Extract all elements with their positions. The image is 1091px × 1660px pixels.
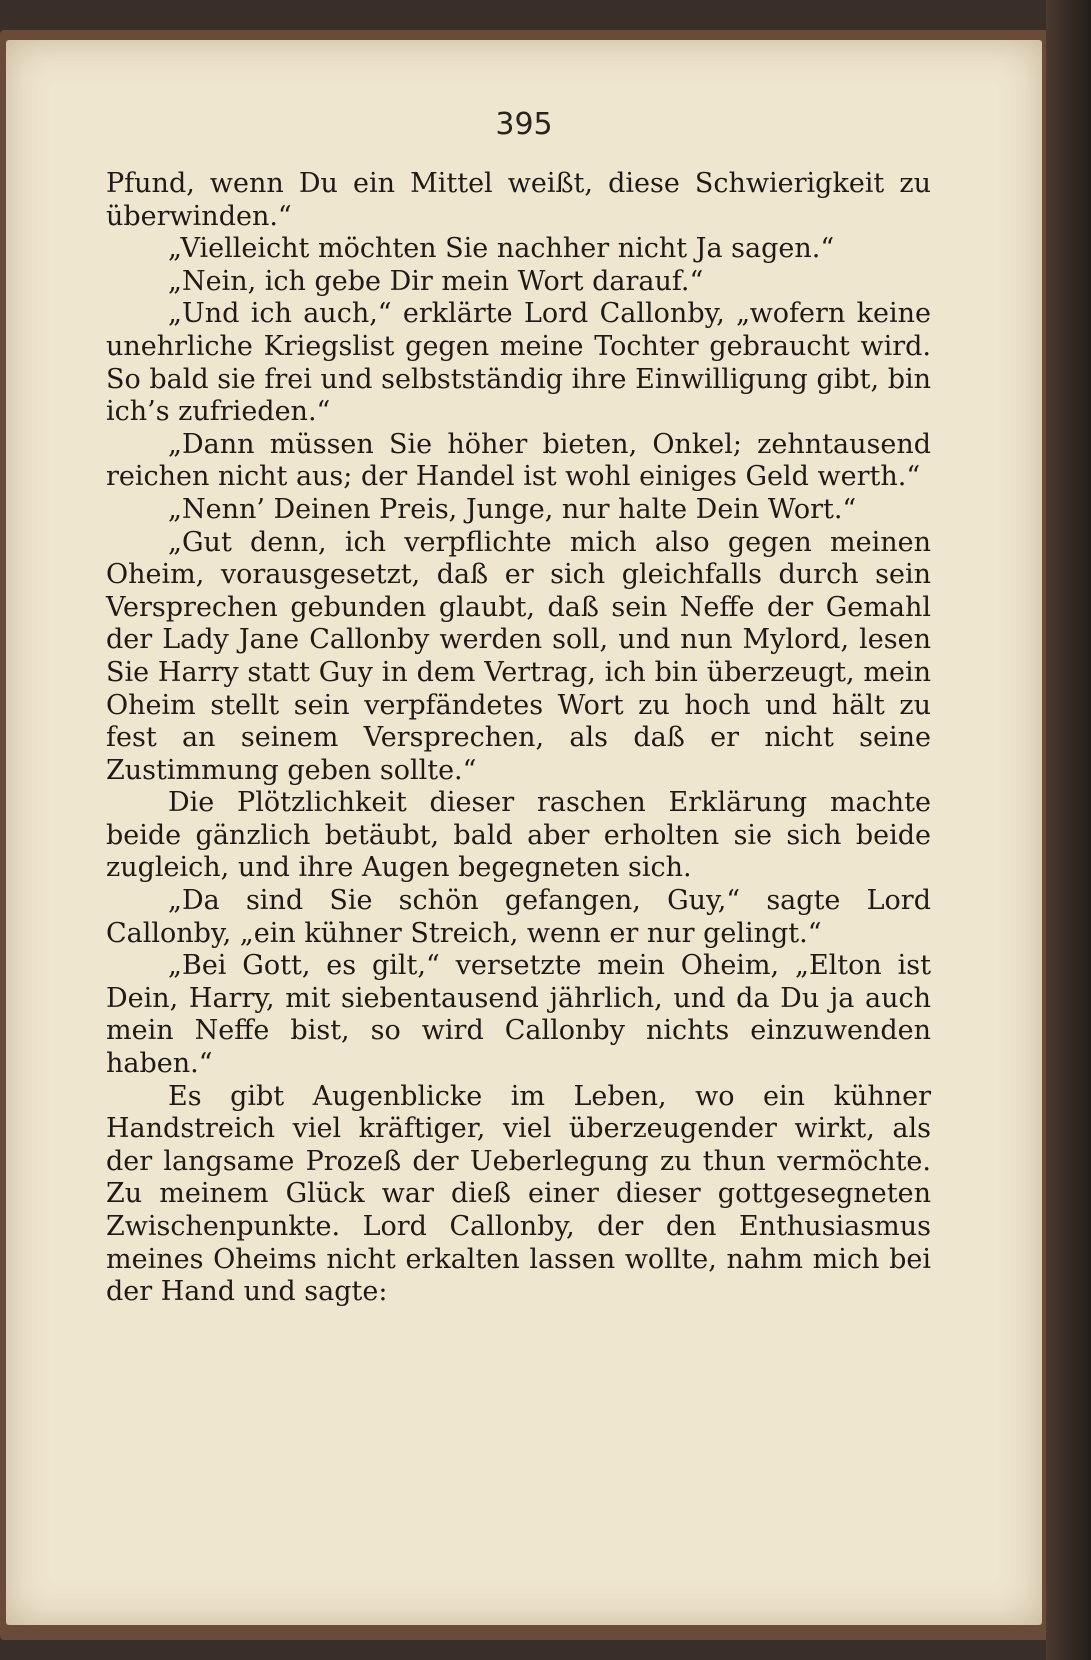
page-number: 395 — [495, 107, 553, 142]
paragraph: „Gut denn, ich verpflichte mich also gegen meinen Oheim, vorausgesetzt, daß er sich gleichfalls durch sein Versprechen gebunden glaubt, daß sein Neffe der Gemahl der Lady Jane Callonby werden soll, und nun Mylord, lesen Sie Harry statt Guy in dem Vertrag, ich bin überzeugt, mein Oheim stellt sein verpfändetes Wort zu hoch und hält zu fest an seinem Versprechen, als daß er nicht seine Zustimmung geben sollte.“ — [106, 526, 931, 786]
paragraph: „Bei Gott, es gilt,“ versetzte mein Oheim, „Elton ist Dein, Harry, mit siebentausend jährlich, und da Du ja auch mein Neffe bist, so wird Callonby nichts einzuwenden haben.“ — [106, 950, 931, 1080]
paragraph: „Dann müssen Sie höher bieten, Onkel; zehntausend reichen nicht aus; der Handel ist wohl einiges Geld werth.“ — [106, 428, 931, 493]
book-spine — [1046, 0, 1091, 1660]
paragraph: „Vielleicht möchten Sie nachher nicht Ja sagen.“ — [168, 233, 835, 265]
paragraph: Pfund, wenn Du ein Mittel weißt, diese Schwierigkeit zu überwinden.“ — [106, 168, 931, 232]
paragraph: Es gibt Augenblicke im Leben, wo ein kühner Handstreich viel kräftiger, viel überzeugender wirkt, als der langsame Prozeß der Ueberlegung zu thun vermöchte. Zu meinem Glück war dieß einer dieser gottgesegneten Zwischenpunkte. Lord Callonby, der den Enthusiasmus meines Oheims nicht erkalten lassen wollte, nahm mich bei der Hand und sagte: — [106, 1080, 931, 1308]
paragraph: „Und ich auch,“ erklärte Lord Callonby, „wofern keine unehrliche Kriegslist gegen meine Tochter gebraucht wird. So bald sie frei und selbstständig ihre Einwilligung gibt, bin ich’s zufrieden.“ — [106, 298, 931, 428]
paragraph: Die Plötzlichkeit dieser raschen Erklärung machte beide gänzlich betäubt, bald aber erholten sie sich beide zugleich, und ihre Augen begegneten sich. — [106, 787, 931, 884]
paragraph: „Nein, ich gebe Dir mein Wort darauf.“ — [168, 265, 704, 297]
paragraph: „Da sind Sie schön gefangen, Guy,“ sagte Lord Callonby, „ein kühner Streich, wenn er nur gelingt.“ — [106, 885, 931, 949]
book-page — [6, 40, 1042, 1625]
text-block — [106, 168, 931, 1309]
paragraph: „Nenn’ Deinen Preis, Junge, nur halte Dein Wort.“ — [168, 493, 857, 525]
